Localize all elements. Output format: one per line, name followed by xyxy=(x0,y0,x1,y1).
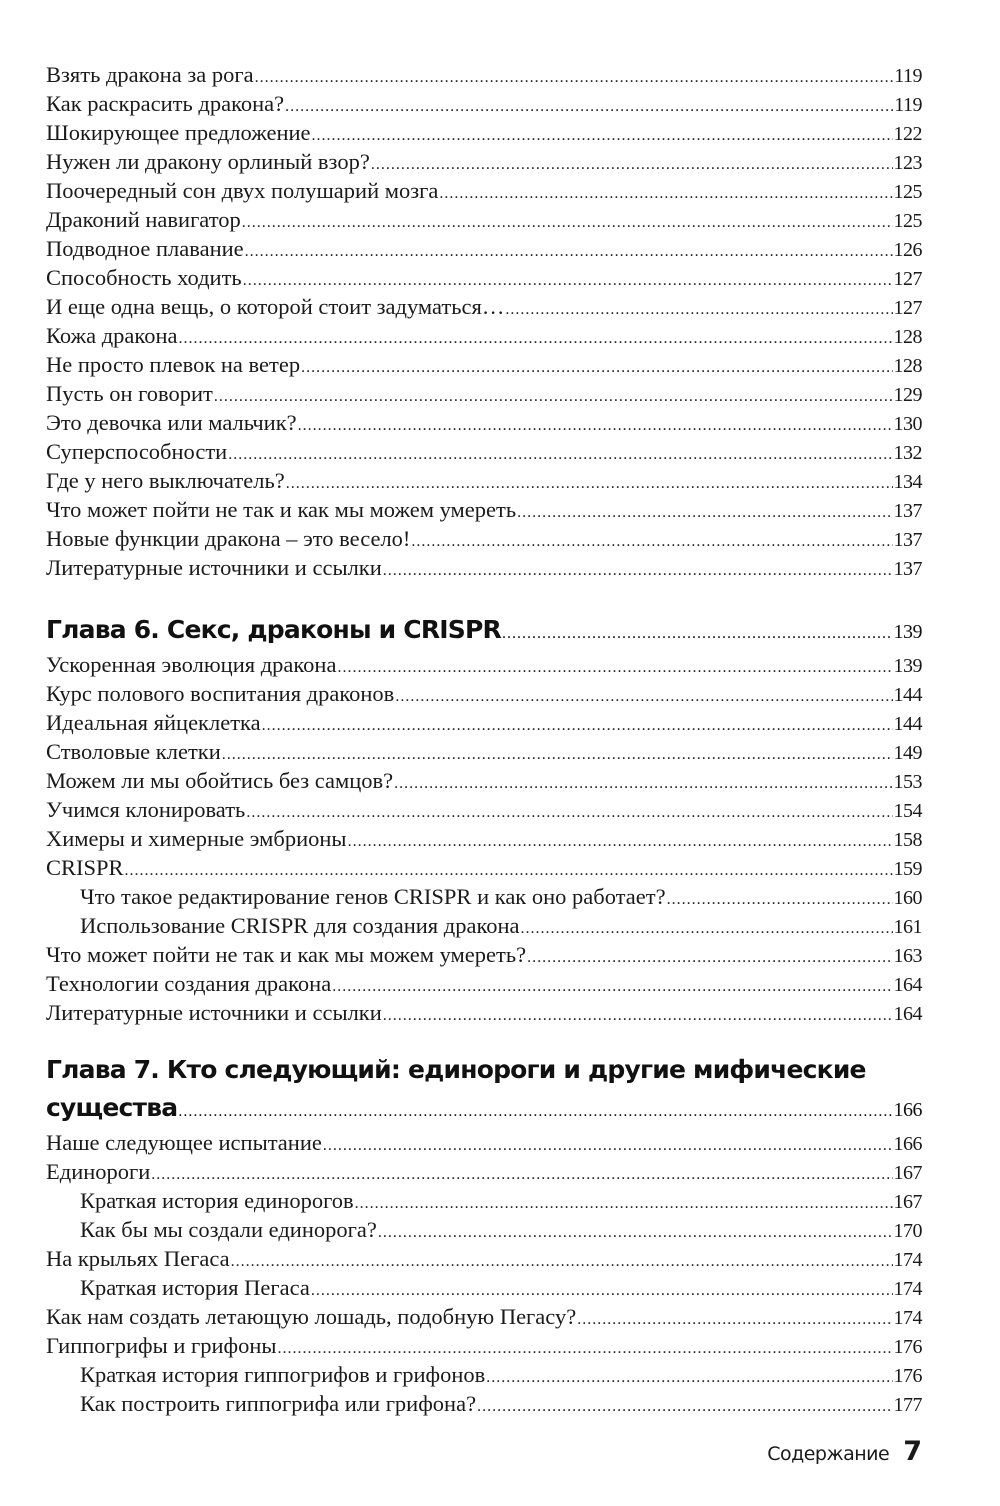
chapter-page: 166 xyxy=(893,1099,922,1121)
toc-entry-title: Не просто плевок на ветер xyxy=(46,352,301,377)
dot-leader xyxy=(505,295,892,324)
dot-leader xyxy=(577,1305,892,1334)
dot-leader xyxy=(517,498,892,527)
toc-entry[interactable] xyxy=(46,89,922,118)
toc-entry[interactable] xyxy=(46,176,922,205)
dot-leader xyxy=(383,556,893,585)
toc-entry-title: Краткая история гиппогрифов и грифонов xyxy=(80,1362,486,1387)
toc-entry-title: И еще одна вещь, о которой стоит задуматься… xyxy=(46,294,505,319)
toc-entry-page: 139 xyxy=(893,655,922,677)
toc-subentry[interactable] xyxy=(46,911,922,940)
toc-entry-title: Литературные источники и ссылки xyxy=(46,555,382,580)
toc-entry-page: 174 xyxy=(893,1249,922,1271)
toc-entry-title: Это девочка или мальчик? xyxy=(46,410,297,435)
dot-leader xyxy=(348,827,893,856)
toc-entry-title: Что может пойти не так и как мы можем умереть? xyxy=(46,942,527,967)
dot-leader xyxy=(527,943,892,972)
toc-entry-title: Стволовые клетки xyxy=(46,739,221,764)
dot-leader xyxy=(332,972,892,1001)
toc-entry-page: 144 xyxy=(893,684,922,706)
toc-entry[interactable] xyxy=(46,60,922,89)
dot-leader xyxy=(231,1247,893,1276)
toc-entry-page: 129 xyxy=(893,384,922,406)
toc-entry-page: 158 xyxy=(893,829,922,851)
toc-entry-page: 122 xyxy=(893,123,922,145)
toc-entry[interactable] xyxy=(46,737,922,766)
toc-entry-title: Учимся клонировать xyxy=(46,797,246,822)
toc-entry-page: 170 xyxy=(893,1220,922,1242)
toc-entry-title: Суперспособности xyxy=(46,439,228,464)
chapter-title-line-2-row xyxy=(46,1088,922,1128)
toc-entry[interactable] xyxy=(46,650,922,679)
toc-entry-page: 154 xyxy=(893,800,922,822)
toc-entry-page: 159 xyxy=(893,858,922,880)
toc-chapter-6 xyxy=(46,610,922,1027)
toc-entry[interactable] xyxy=(46,292,922,321)
toc-entry[interactable] xyxy=(46,1157,922,1186)
toc-entry-page: 177 xyxy=(893,1394,922,1416)
toc-entry[interactable] xyxy=(46,708,922,737)
toc-entry-title: Новые функции дракона – это весело! xyxy=(46,526,411,551)
toc-entry[interactable] xyxy=(46,263,922,292)
toc-entry-title: Ускоренная эволюция дракона xyxy=(46,652,337,677)
toc-subentry[interactable] xyxy=(46,882,922,911)
toc-entry-title: Как раскрасить дракона? xyxy=(46,91,285,116)
dot-leader xyxy=(411,527,892,556)
toc-entry-page: 166 xyxy=(893,1133,922,1155)
toc-entry-title: Краткая история единорогов xyxy=(80,1188,354,1213)
toc-entry-page: 125 xyxy=(893,210,922,232)
toc-section-previous-chapter xyxy=(46,60,922,582)
toc-entry-title: Подводное плавание xyxy=(46,236,244,261)
chapter-title: Глава 6. Секс, драконы и CRISPR xyxy=(46,615,501,644)
toc-entry[interactable] xyxy=(46,437,922,466)
toc-entry-page: 119 xyxy=(894,65,922,87)
toc-entry-title: Способность ходить xyxy=(46,265,242,290)
toc-subentry[interactable] xyxy=(46,1360,922,1389)
toc-entry-page: 137 xyxy=(893,558,922,580)
toc-entry[interactable] xyxy=(46,1331,922,1360)
dot-leader xyxy=(242,208,893,237)
toc-entry-title: Химеры и химерные эмбрионы xyxy=(46,826,347,851)
toc-entry-page: 126 xyxy=(893,239,922,261)
toc-entry[interactable] xyxy=(46,350,922,379)
dot-leader xyxy=(298,411,893,440)
toc-entry[interactable] xyxy=(46,969,922,998)
toc-entry-page: 174 xyxy=(893,1278,922,1300)
chapter-page: 139 xyxy=(893,621,922,643)
toc-entry-title: Как построить гиппогрифа или грифона? xyxy=(80,1391,477,1416)
dot-leader xyxy=(378,1218,893,1247)
toc-entry-title: Краткая история Пегаса xyxy=(80,1275,310,1300)
toc-entry-page: 127 xyxy=(893,297,922,319)
toc-entry[interactable] xyxy=(46,1302,922,1331)
dot-leader xyxy=(337,653,892,682)
toc-entry-page: 164 xyxy=(893,1003,922,1025)
dot-leader xyxy=(125,856,893,885)
toc-entry-page: 160 xyxy=(893,887,922,909)
toc-entry-page: 149 xyxy=(893,742,922,764)
dot-leader xyxy=(245,237,893,266)
toc-entry-title: Что такое редактирование генов CRISPR и как оно работает? xyxy=(80,884,666,909)
toc-entry-page: 130 xyxy=(893,413,922,435)
toc-subentry[interactable] xyxy=(46,1389,922,1418)
toc-entry[interactable] xyxy=(46,379,922,408)
dot-leader xyxy=(311,1276,893,1305)
toc-entry-page: 164 xyxy=(893,974,922,996)
toc-entry-title: Как нам создать летающую лошадь, подобную Пегасу? xyxy=(46,1304,577,1329)
toc-entry-page: 161 xyxy=(893,916,922,938)
toc-entry-page: 128 xyxy=(893,326,922,348)
toc-entry[interactable] xyxy=(46,466,922,495)
toc-entry[interactable] xyxy=(46,205,922,234)
chapter-title-line-2: существа xyxy=(46,1093,178,1122)
dot-leader xyxy=(278,1334,893,1363)
toc-entry-title: На крыльях Пегаса xyxy=(46,1246,230,1271)
toc-entry-title: Как бы мы создали единорога? xyxy=(80,1217,377,1242)
dot-leader xyxy=(243,266,893,295)
toc-entry-title: Драконий навигатор xyxy=(46,207,241,232)
toc-entry-page: 163 xyxy=(893,945,922,967)
toc-entry[interactable] xyxy=(46,495,922,524)
toc-entry-title: Кожа дракона xyxy=(46,323,178,348)
page-number: 7 xyxy=(903,1436,922,1467)
toc-subentry[interactable] xyxy=(46,1186,922,1215)
dot-leader xyxy=(486,1363,892,1392)
toc-entry-title: Взять дракона за рога xyxy=(46,62,254,87)
dot-leader xyxy=(477,1392,892,1421)
toc-entry[interactable] xyxy=(46,321,922,350)
dot-leader xyxy=(228,440,892,469)
toc-entry[interactable] xyxy=(46,766,922,795)
dot-leader xyxy=(178,1092,892,1132)
dot-leader xyxy=(312,121,893,150)
dot-leader xyxy=(355,1189,893,1218)
toc-entry-title: Можем ли мы обойтись без самцов? xyxy=(46,768,394,793)
dot-leader xyxy=(262,711,893,740)
toc-entry[interactable] xyxy=(46,795,922,824)
toc-entry-page: 128 xyxy=(893,355,922,377)
dot-leader xyxy=(214,382,893,411)
toc-entry-title: Нужен ли дракону орлиный взор? xyxy=(46,149,370,174)
toc-entry-title: Где у него выключатель? xyxy=(46,468,285,493)
toc-entry[interactable] xyxy=(46,679,922,708)
toc-entry-title: Гиппогрифы и грифоны xyxy=(46,1333,277,1358)
dot-leader xyxy=(394,769,892,798)
toc-entry-page: 123 xyxy=(893,152,922,174)
toc-entry-page: 144 xyxy=(893,713,922,735)
toc-entry-page: 167 xyxy=(893,1162,922,1184)
running-title: Содержание xyxy=(767,1443,890,1465)
dot-leader xyxy=(222,740,893,769)
toc-entry-page: 125 xyxy=(893,181,922,203)
toc-entry-page: 153 xyxy=(893,771,922,793)
toc-entry-page: 132 xyxy=(893,442,922,464)
toc-entry-title: Литературные источники и ссылки xyxy=(46,1000,382,1025)
dot-leader xyxy=(285,92,893,121)
toc-entry-title: Поочередный сон двух полушарий мозга xyxy=(46,178,439,203)
toc-entry-title: Шокирующее предложение xyxy=(46,120,311,145)
toc-entry[interactable] xyxy=(46,1244,922,1273)
chapter-heading[interactable] xyxy=(46,1052,922,1128)
toc-subentry[interactable] xyxy=(46,1273,922,1302)
toc-entry-page: 176 xyxy=(893,1365,922,1387)
toc-entry-page: 174 xyxy=(893,1307,922,1329)
toc-subentry[interactable] xyxy=(46,1215,922,1244)
dot-leader xyxy=(439,179,892,208)
chapter-heading[interactable] xyxy=(46,610,922,650)
toc-entry[interactable] xyxy=(46,234,922,263)
dot-leader xyxy=(255,63,894,92)
toc-entry-page: 134 xyxy=(893,471,922,493)
toc-entry[interactable] xyxy=(46,853,922,882)
dot-leader xyxy=(383,1001,893,1030)
toc-chapter-7 xyxy=(46,1052,922,1418)
page-footer xyxy=(767,1436,922,1467)
dot-leader xyxy=(151,1160,892,1189)
toc-entry[interactable] xyxy=(46,824,922,853)
dot-leader xyxy=(521,914,893,943)
toc-entry[interactable] xyxy=(46,1128,922,1157)
toc-entry[interactable] xyxy=(46,998,922,1027)
dot-leader xyxy=(502,614,893,654)
dot-leader xyxy=(395,682,892,711)
toc-entry-page: 127 xyxy=(893,268,922,290)
dot-leader xyxy=(301,353,892,382)
dot-leader xyxy=(323,1131,893,1160)
toc-entry[interactable] xyxy=(46,524,922,553)
toc-entry-page: 119 xyxy=(894,94,922,116)
chapter-title-line-1: Глава 7. Кто следующий: единороги и другие мифические xyxy=(46,1055,866,1084)
toc-entry[interactable] xyxy=(46,940,922,969)
toc-entry-page: 167 xyxy=(893,1191,922,1213)
toc-entry[interactable] xyxy=(46,553,922,582)
dot-leader xyxy=(286,469,893,498)
toc-entry[interactable] xyxy=(46,408,922,437)
dot-leader xyxy=(178,324,892,353)
toc-entry-page: 137 xyxy=(893,529,922,551)
toc-entry-title: Курс полового воспитания драконов xyxy=(46,681,395,706)
toc-entry-title: Идеальная яйцеклетка xyxy=(46,710,261,735)
dot-leader xyxy=(371,150,893,179)
toc-entry-title: Использование CRISPR для создания дракона xyxy=(80,913,520,938)
toc-entry[interactable] xyxy=(46,118,922,147)
toc-entry-title: Единороги xyxy=(46,1159,151,1184)
toc-entry-title: Пусть он говорит xyxy=(46,381,213,406)
toc-entry-page: 176 xyxy=(893,1336,922,1358)
toc-entry-page: 137 xyxy=(893,500,922,522)
dot-leader xyxy=(667,885,893,914)
toc-entry-title: Наше следующее испытание xyxy=(46,1130,322,1155)
toc-entry-title: Технологии создания дракона xyxy=(46,971,332,996)
toc-entry-title: CRISPR xyxy=(46,855,124,880)
toc-entry-title: Что может пойти не так и как мы можем умереть xyxy=(46,497,517,522)
dot-leader xyxy=(246,798,892,827)
toc-entry[interactable] xyxy=(46,147,922,176)
